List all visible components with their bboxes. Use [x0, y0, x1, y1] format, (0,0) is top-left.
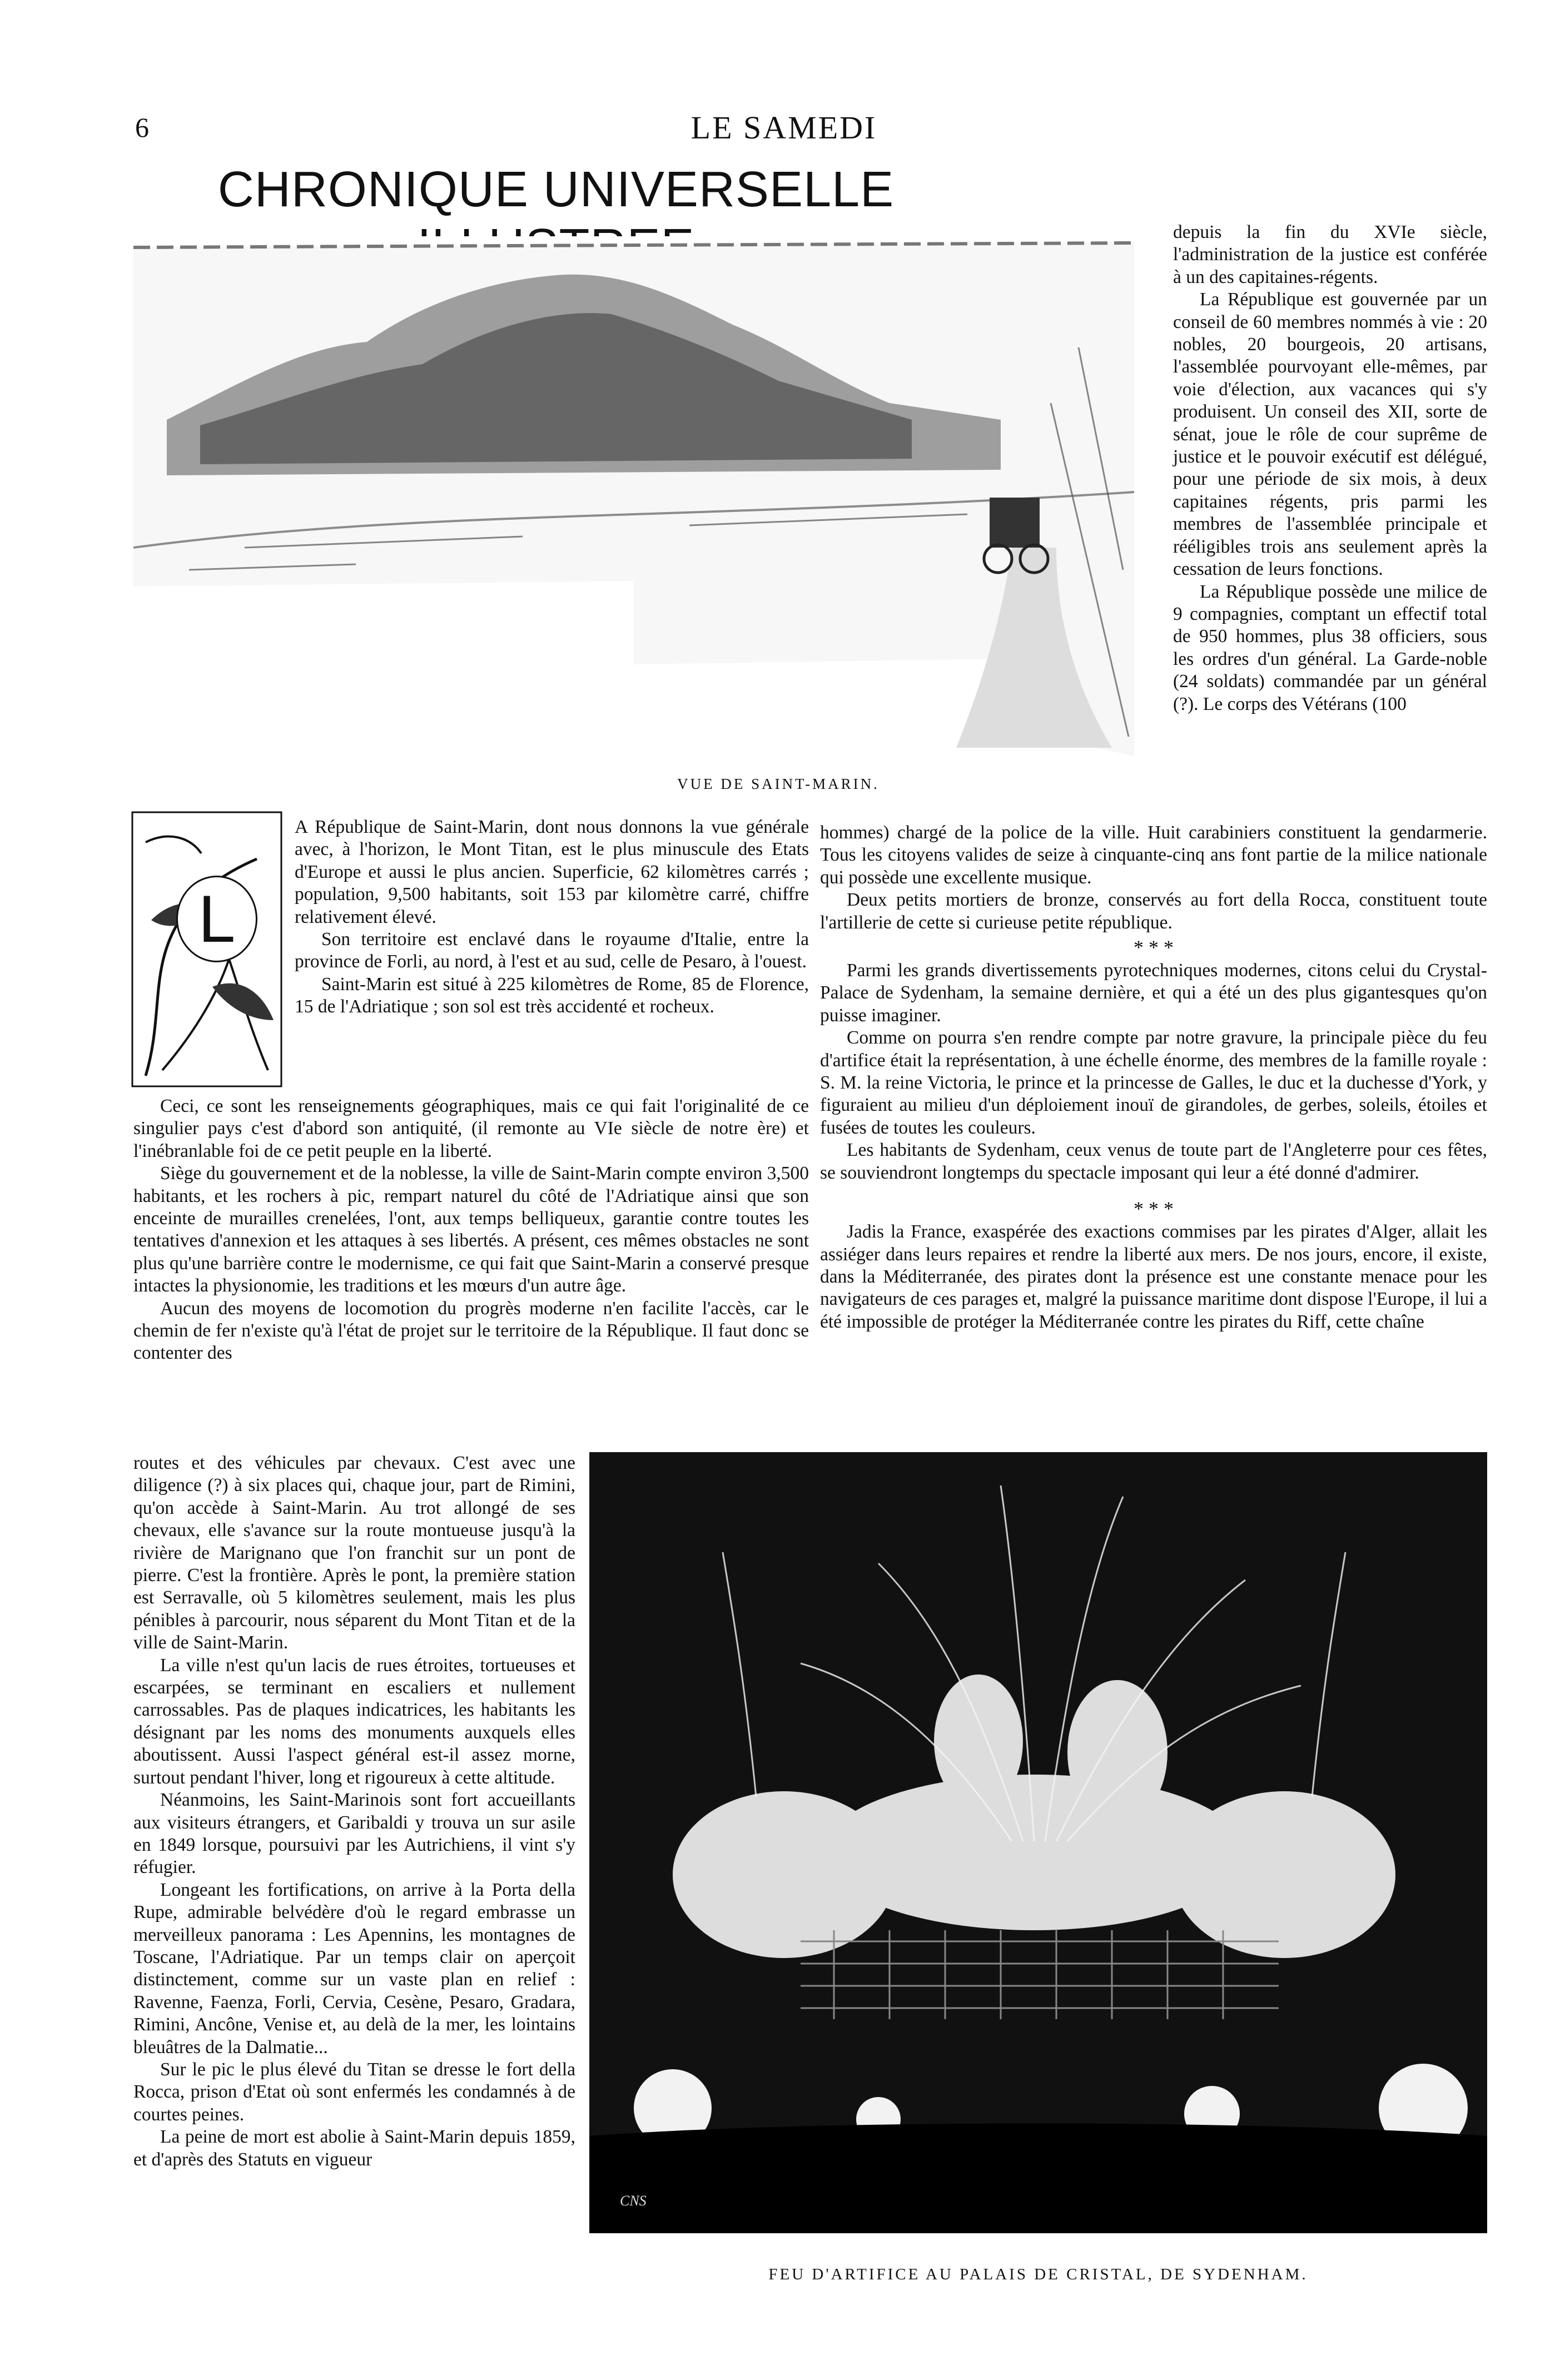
page-number: 6: [135, 112, 149, 143]
left-column-narrow: [133, 1452, 575, 2171]
paragraph: A République de Saint-Marin, dont nous donnons la vue générale avec, à l'horizon, le Mont Titan, est le plus minuscule des Etats d'Europe et aussi le plus ancien. Superficie, 62 kilomètres carrés ; population, 9,500 habitants, soit 153 par kilomètre carré, chiffre relativement élevé.: [295, 817, 809, 927]
paragraph: hommes) chargé de la police de la ville. Huit carabiniers constituent la gendarmerie. Tous les citoyens valides de seize à cinquante-cinq ans font partie de la milice nationale qui possède une excellente musique.: [820, 822, 1487, 888]
paragraph: Sur le pic le plus élevé du Titan se dresse le fort della Rocca, prison d'Etat où sont enfermés les condamnés à de courtes peines.: [133, 2059, 575, 2125]
paragraph: Saint-Marin est situé à 225 kilomètres de Rome, 85 de Florence, 15 de l'Adriatique ; son sol est très accidenté et rocheux.: [295, 973, 809, 1017]
paragraph: Néanmoins, les Saint-Marinois sont fort accueillants aux visiteurs étrangers, et Garibaldi y trouva un sur asile en 1849 lorsque, poursuivi par les Autrichiens, il vint s'y réfugier.: [133, 1790, 575, 1878]
section-separator: * * *: [1134, 936, 1174, 959]
left-column-main: [133, 1095, 809, 1365]
paragraph: La République possède une milice de 9 compagnies, comptant un effectif total de 950 hommes, plus 38 officiers, sous les ordres d'un général. La Garde-noble (24 soldats) commandée par un général (?). Le corps des Vétérans (100: [1173, 581, 1487, 714]
paragraph: Parmi les grands divertissements pyrotechniques modernes, citons celui du Crystal-Palace de Sydenham, la semaine dernière, et qui a été un des plus gigantesques qu'on puisse imaginer.: [820, 960, 1487, 1026]
paragraph: Ceci, ce sont les renseignements géographiques, mais ce qui fait l'originalité de ce singulier pays c'est d'abord son antiquité, (il remonte au VIe siècle de notre ère) et l'inébranlable foi de ce petit peuple en la liberté.: [133, 1096, 809, 1161]
paragraph: La République est gouvernée par un conseil de 60 membres nommés à vie : 20 nobles, 20 bourgeois, 20 artisans, l'assemblée pourvoyant elle-mêmes, par voie d'élection, aux vacances qui s'y produisent. Un conseil des XII, sorte de sénat, joue le rôle de cour suprême de justice et le pouvoir exécutif est délégué, pour une période de six mois, à deux capitaines régents, pris parmi les membres de l'assemblée principale et rééligibles trois ans seulement après la cessation de leurs fonctions.: [1173, 289, 1487, 580]
paragraph: Aucun des moyens de locomotion du progrès moderne n'en facilite l'accès, car le chemin de fer n'existe qu'à l'état de projet sur le territoire de la République. Il faut donc se contenter des: [133, 1298, 809, 1364]
section-separator: * * *: [1134, 1198, 1174, 1220]
engraver-signature: CNS: [620, 2193, 647, 2209]
paragraph: Les habitants de Sydenham, ceux venus de toute part de l'Angleterre pour ces fêtes, se souviendront longtemps du spectacle imposant qui leur a été donné d'admirer.: [820, 1140, 1487, 1183]
drop-cap-ornament: [129, 809, 285, 1090]
paragraph: routes et des véhicules par chevaux. C'est avec une diligence (?) à six places qui, chaque jour, part de Rimini, qu'on accède à Saint-Marin. Au trot allongé de ses chevaux, elle s'avance sur la route montueuse jusqu'à la rivière de Marignano que l'on franchit sur un pont de pierre. C'est la frontière. Après le pont, la première station est Serravalle, où 5 kilomètres seulement, mais les plus pénibles à parcourir, nous séparent du Mont Titan et de la ville de Saint-Marin.: [133, 1453, 575, 1653]
section-title: CHRONIQUE UNIVERSELLE: [217, 162, 895, 217]
left-column-intro: [295, 816, 809, 1018]
drop-cap-letter: L: [176, 876, 257, 962]
paragraph: Siège du gouvernement et de la noblesse, la ville de Saint-Marin compte environ 3,500 habitants, et les rochers à pic, rempart naturel du côté de l'Adriatique ainsi que son enceinte de murailles crenelées, l'ont, aux temps belliqueux, garantie contre toutes les tentatives d'annexion et les attaques à ses libertés. A présent, ces mêmes obstacles ne sont plus qu'une barrière contre le modernisme, ce qui fait que Saint-Marin a conservé presque intactes la physionomie, les traditions et les mœurs d'un autre âge.: [133, 1163, 809, 1296]
paragraph: Longeant les fortifications, on arrive à la Porta della Rupe, admirable belvédère d'où le regard embrasse un merveilleux panorama : Les Apennins, les montagnes de Toscane, l'Adriatique. Par un temps clair on aperçoit distinctement, comme sur un vaste plan en relief : Ravenne, Faenza, Forli, Cervia, Cesène, Pesaro, Gradara, Rimini, Ancône, Venise et, au delà de la mer, les lointains bleuâtres de la Dalmatie...: [133, 1879, 575, 2058]
saint-marin-illustration: [133, 236, 1134, 756]
running-head: LE SAMEDI: [690, 110, 877, 146]
wide-section-text: [820, 822, 1487, 1333]
right-column: [1173, 221, 1487, 716]
paragraph: Son territoire est enclavé dans le royaume d'Italie, entre la province de Forli, au nord, à l'est et au sud, celle de Pesaro, à l'ouest.: [295, 929, 809, 972]
paragraph: La peine de mort est abolie à Saint-Marin depuis 1859, et d'après des Statuts en vigueur: [133, 2126, 575, 2170]
figure-caption-saint-marin: VUE DE SAINT-MARIN.: [677, 776, 880, 792]
paragraph: depuis la fin du XVIe siècle, l'administration de la justice est conférée à un des capitaines-régents.: [1173, 222, 1487, 287]
figure-caption-fireworks: FEU D'ARTIFICE AU PALAIS DE CRISTAL, DE SYDENHAM.: [768, 2265, 1308, 2283]
paragraph: Deux petits mortiers de bronze, conservés au fort della Rocca, constituent toute l'artillerie de cette si curieuse petite république.: [820, 890, 1487, 933]
paragraph: Comme on pourra s'en rendre compte par notre gravure, la principale pièce du feu d'artifice était la représentation, à une échelle énorme, des membres de la famille royale : S. M. la reine Victoria, le prince et la princesse de Galles, le duc et la duchesse d'York, y figuraient au milieu d'un déploiement inouï de girandoles, de gerbes, soleils, étoiles et fusées de toutes les couleurs.: [820, 1027, 1487, 1138]
paragraph: Jadis la France, exaspérée des exactions commises par les pirates d'Alger, allait les assiéger dans leurs repaires et rendre la liberté aux mers. De nos jours, encore, il existe, dans la Méditerranée, des pirates dont la présence est une constante menace pour les navigateurs de ces parages et, malgré la puissance maritime dont dispose l'Europe, il lui a été impossible de protéger la Méditerranée contre les pirates du Riff, cette chaîne: [820, 1221, 1487, 1332]
fireworks-illustration: [589, 1452, 1487, 2233]
paragraph: La ville n'est qu'un lacis de rues étroites, tortueuses et escarpées, se terminant en escaliers et nullement carrossables. Pas de plaques indicatrices, les habitants les désignant par les noms des monuments auxquels elles aboutissent. Aussi l'aspect général est-il assez morne, surtout pendant l'hiver, long et rigoureux à cette altitude.: [133, 1654, 575, 1788]
